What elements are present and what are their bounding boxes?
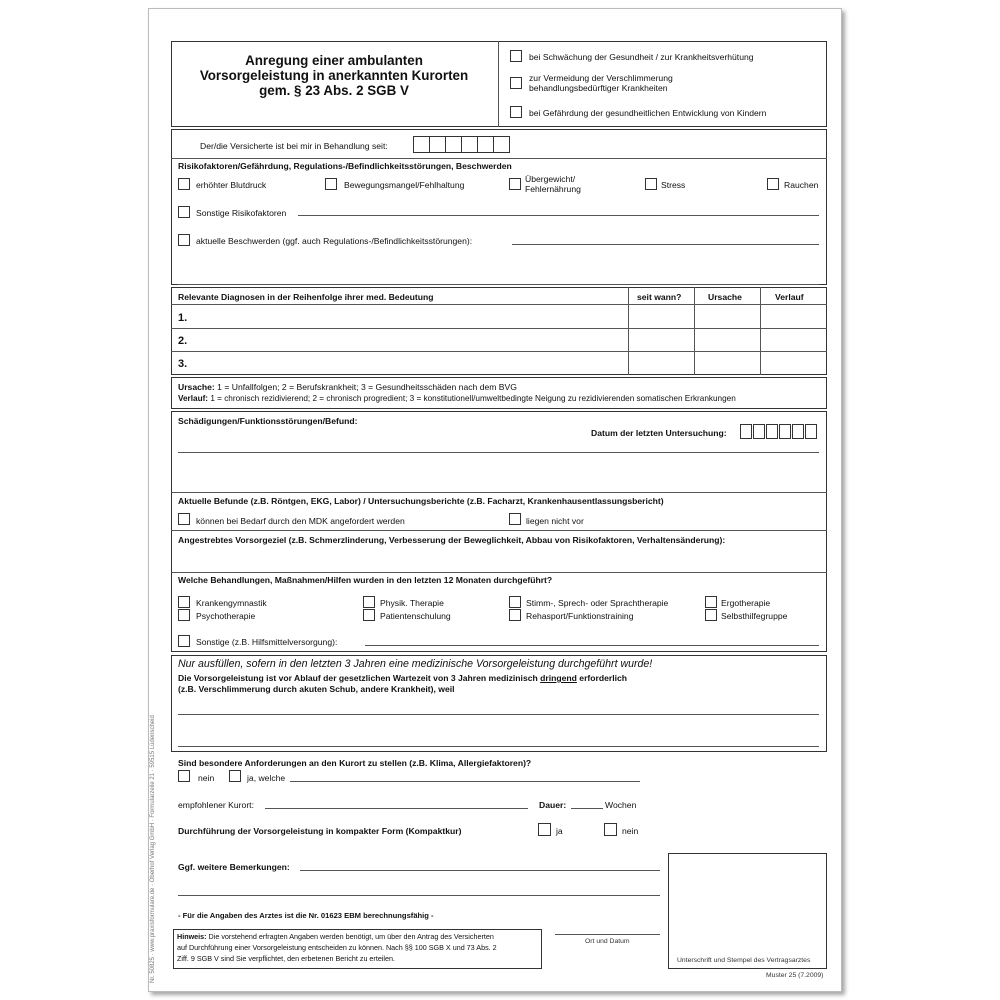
measure-selbsthilfe-label: Selbsthilfegruppe [721,611,788,621]
risk-stress-checkbox[interactable] [645,178,657,190]
risk-other-line[interactable] [298,215,819,216]
reason-children-checkbox[interactable] [510,106,522,118]
spa-yes-checkbox[interactable] [229,770,241,782]
complaints-line-2[interactable] [178,284,819,285]
measure-selbsthilfe-checkbox[interactable] [705,609,717,621]
measures-header: Welche Behandlungen, Maßnahmen/Hilfen wurden in den letzten 12 Monaten durchgeführt? [178,575,553,585]
remarks-line-1[interactable] [300,870,660,871]
measure-rehasport-checkbox[interactable] [509,609,521,621]
diagnosis-row-3[interactable]: 3. [178,358,188,370]
risk-blood-pressure-checkbox[interactable] [178,178,190,190]
diagnoses-since-header: seit wann? [637,292,682,302]
signature-stamp-box[interactable] [668,853,827,969]
damage-header: Schädigungen/Funktionsstörungen/Befund: [178,416,358,426]
signature-label: Unterschrift und Stempel des Vertragsarztes [677,957,811,964]
complaints-label: aktuelle Beschwerden (ggf. auch Regulations-/Befindlichkeitsstörungen): [196,236,473,246]
measure-schulung-checkbox[interactable] [363,609,375,621]
treatment-since-date-cells[interactable] [413,136,513,153]
measure-psychotherapie-checkbox[interactable] [178,609,190,621]
measure-ergo-label: Ergotherapie [721,598,771,608]
muster-label: Muster 25 (7.2009) [766,972,824,979]
risk-weight-checkbox[interactable] [509,178,521,190]
measure-krankengymnastik-label: Krankengymnastik [196,598,267,608]
findings-header: Aktuelle Befunde (z.B. Röntgen, EKG, Labor) / Untersuchungsberichte (z.B. Facharzt, Krankenhausentlassungsbericht) [178,496,664,506]
risk-blood-pressure-label: erhöhter Blutdruck [196,180,267,190]
spa-no-checkbox[interactable] [178,770,190,782]
spa-yes-label: ja, welche [247,773,286,783]
reason-weakness-checkbox[interactable] [510,50,522,62]
complaints-line-1[interactable] [512,244,819,245]
compact-no-label: nein [622,826,639,836]
risk-weight-label-2: Fehlernährung [525,184,581,194]
remarks-label: Ggf. weitere Bemerkungen: [178,862,290,872]
risk-smoking-checkbox[interactable] [767,178,779,190]
measure-other-checkbox[interactable] [178,635,190,647]
findings-mdk-label: können bei Bedarf durch den MDK angefordert werden [196,516,405,526]
side-imprint: Nr. 50825 · www.praxisformulare.de · Oberhof Verlag GmbH · Formularzeile 21 · 59515 Lüdenscheid [150,715,156,983]
diagnoses-cause-header: Ursache [708,292,742,302]
diagnoses-header: Relevante Diagnosen in der Reihenfolge ihrer med. Bedeutung [178,292,434,302]
compact-label: Durchführung der Vorsorgeleistung in kompakter Form (Kompaktkur) [178,826,462,836]
risk-header: Risikofaktoren/Gefährdung, Regulations-/Befindlichkeitsstörungen, Beschwerden [178,161,512,171]
compact-no-checkbox[interactable] [604,823,617,836]
prior-italic-note: Nur ausfüllen, sofern in den letzten 3 Jahren eine medizinische Vorsorgeleistung durchgeführt wurde! [178,658,653,670]
spa-no-label: nein [198,773,215,783]
prior-reason-line-2[interactable] [178,746,819,747]
duration-line[interactable] [571,808,603,809]
measure-physik-checkbox[interactable] [363,596,375,608]
note-line-2: auf Durchführung einer Vorsorgeleistung entscheiden zu können. Nach §§ 100 SGB X und 73 Abs. 2 [177,943,497,952]
measure-psychotherapie-label: Psychotherapie [196,611,256,621]
measure-ergo-checkbox[interactable] [705,596,717,608]
reason-children-label: bei Gefährdung der gesundheitlichen Entwicklung von Kindern [529,108,767,118]
measure-stimm-label: Stimm-, Sprech- oder Sprachtherapie [526,598,669,608]
measure-other-label: Sonstige (z.B. Hilfsmittelversorgung): [196,637,338,647]
legend-cause: Ursache: 1 = Unfallfolgen; 2 = Berufskrankheit; 3 = Gesundheitsschäden nach dem BVG [178,382,517,392]
diagnosis-row-1[interactable]: 1. [178,312,188,324]
risk-movement-label: Bewegungsmangel/Fehlhaltung [344,180,465,190]
measure-other-line[interactable] [365,645,819,646]
last-exam-date-cells[interactable] [740,424,820,439]
place-date-line[interactable] [555,934,660,935]
prior-line-2: (z.B. Verschlimmerung durch akuten Schub, andere Krankheit), weil [178,684,455,694]
prior-line-1: Die Vorsorgeleistung ist vor Ablauf der gesetzlichen Wartezeit von 3 Jahren medizinisch dringend erforderlich [178,673,628,683]
remarks-line-2[interactable] [178,895,660,896]
treatment-since-label: Der/die Versicherte ist bei mir in Behandlung seit: [200,141,388,151]
measure-schulung-label: Patientenschulung [380,611,451,621]
damage-line[interactable] [178,452,819,453]
measure-krankengymnastik-checkbox[interactable] [178,596,190,608]
measure-rehasport-label: Rehasport/Funktionstraining [526,611,634,621]
findings-none-label: liegen nicht vor [526,516,584,526]
findings-mdk-checkbox[interactable] [178,513,190,525]
risk-other-label: Sonstige Risikofaktoren [196,208,287,218]
last-exam-label: Datum der letzten Untersuchung: [591,428,727,438]
ebm-note: - Für die Angaben des Arztes ist die Nr. 01623 EBM berechnungsfähig - [178,911,434,920]
compact-yes-checkbox[interactable] [538,823,551,836]
recommended-spa-line[interactable] [265,808,528,809]
risk-movement-checkbox[interactable] [325,178,337,190]
form-title: Anregung einer ambulanten Vorsorgeleistung in anerkannten Kurorten gem. § 23 Abs. 2 SGB V [199,53,469,98]
reason-worsening-label-2: behandlungsbedürftiger Krankheiten [529,83,668,93]
risk-other-checkbox[interactable] [178,206,190,218]
reason-worsening-checkbox[interactable] [510,77,522,89]
place-date-label: Ort und Datum [585,938,630,945]
note-line-1: Hinweis: Die vorstehend erfragten Angaben werden benötigt, um über den Antrag des Versicherten [177,932,494,941]
duration-label: Dauer: [539,800,567,810]
prior-reason-line-1[interactable] [178,714,819,715]
note-line-3: Ziff. 9 SGB V sind Sie verpflichtet, den erbetenen Bericht zu erteilen. [177,954,396,963]
spa-yes-line[interactable] [290,781,640,782]
diagnosis-row-2[interactable]: 2. [178,335,188,347]
risk-stress-label: Stress [661,180,686,190]
spa-question: Sind besondere Anforderungen an den Kurort zu stellen (z.B. Klima, Allergiefaktoren)? [178,758,532,768]
weeks-label: Wochen [605,800,637,810]
risk-weight-label-1: Übergewicht/ [525,174,576,184]
measure-stimm-checkbox[interactable] [509,596,521,608]
compact-yes-label: ja [556,826,563,836]
diagnoses-course-header: Verlauf [775,292,804,302]
reason-weakness-label: bei Schwächung der Gesundheit / zur Krankheitsverhütung [529,52,754,62]
risk-smoking-label: Rauchen [784,180,819,190]
recommended-spa-label: empfohlener Kurort: [178,800,254,810]
goal-header: Angestrebtes Vorsorgeziel (z.B. Schmerzlinderung, Verbesserung der Beweglichkeit, Abbau von Risikofaktoren, Verhaltensänderung): [178,535,726,545]
measure-physik-label: Physik. Therapie [380,598,444,608]
findings-none-checkbox[interactable] [509,513,521,525]
legend-course: Verlauf: 1 = chronisch rezidivierend; 2 = chronisch progredient; 3 = konstitutionell/umweltbedingte Neigung zu rezidivierenden somatischen Erkrankungen [178,394,736,403]
reason-worsening-label-1: zur Vermeidung der Verschlimmerung [529,73,673,83]
complaints-checkbox[interactable] [178,234,190,246]
